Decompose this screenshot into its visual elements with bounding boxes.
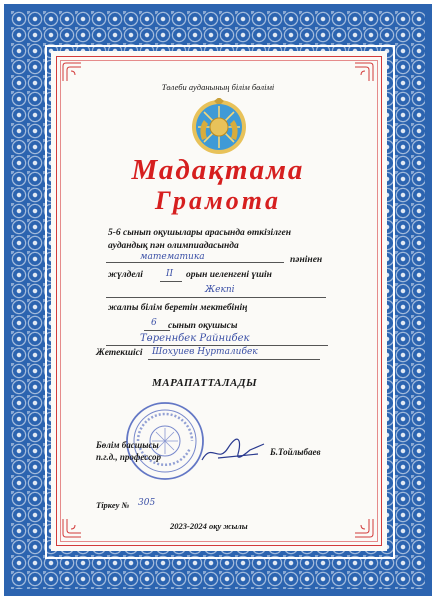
supervisor-underline — [148, 359, 320, 360]
state-emblem-icon — [190, 98, 248, 156]
corner-ornament-icon — [354, 518, 374, 538]
head-title-line-1: Бөлім басшысы — [96, 440, 159, 450]
title-madaktama: Мадақтама — [131, 154, 305, 186]
academic-year: 2023-2024 оқу жылы — [170, 521, 248, 531]
subject-value: математика — [140, 252, 205, 262]
title-gramota: Грамота — [154, 186, 281, 215]
signature-icon — [198, 436, 268, 466]
corner-ornament-icon — [354, 62, 374, 82]
place-underline — [160, 281, 182, 282]
register-number: 305 — [138, 498, 156, 508]
place-suffix: орын иеленгені үшін — [186, 270, 272, 280]
student-name: Төреннбек Райнибек — [140, 333, 250, 344]
grade-suffix: сынып оқушысы — [168, 321, 238, 331]
grade-value: 6 — [151, 318, 157, 328]
head-name: Б.Тойлыбаев — [270, 447, 321, 457]
intro-line-1: 5-6 сынып оқушылары арасында өткізілген — [108, 228, 291, 238]
corner-ornament-icon — [62, 62, 82, 82]
grade-underline — [144, 330, 170, 331]
subject-suffix: пәнінен — [290, 255, 323, 265]
school-underline — [106, 297, 326, 298]
department-name: Төлеби ауданының білім бөлімі — [161, 82, 275, 92]
student-underline — [106, 345, 328, 346]
register-label: Тіркеу № — [96, 500, 130, 510]
corner-ornament-icon — [62, 518, 82, 538]
award-verb: МАРАПАТТАЛАДЫ — [152, 377, 258, 389]
school-label: жалпы білім беретін мектебінің — [108, 303, 248, 313]
school-value: Жекпі — [205, 285, 235, 295]
supervisor-label: Жетекшісі — [96, 348, 143, 358]
head-title-line-2: п.г.д., профессор — [96, 452, 162, 462]
intro-line-2: аудандық пән олимпиадасында — [108, 241, 239, 251]
place-value: ІІ — [166, 269, 174, 279]
subject-underline — [106, 262, 284, 263]
place-label: жүлделі — [108, 270, 143, 280]
supervisor-name: Шохуиев Нурталибек — [152, 347, 258, 357]
